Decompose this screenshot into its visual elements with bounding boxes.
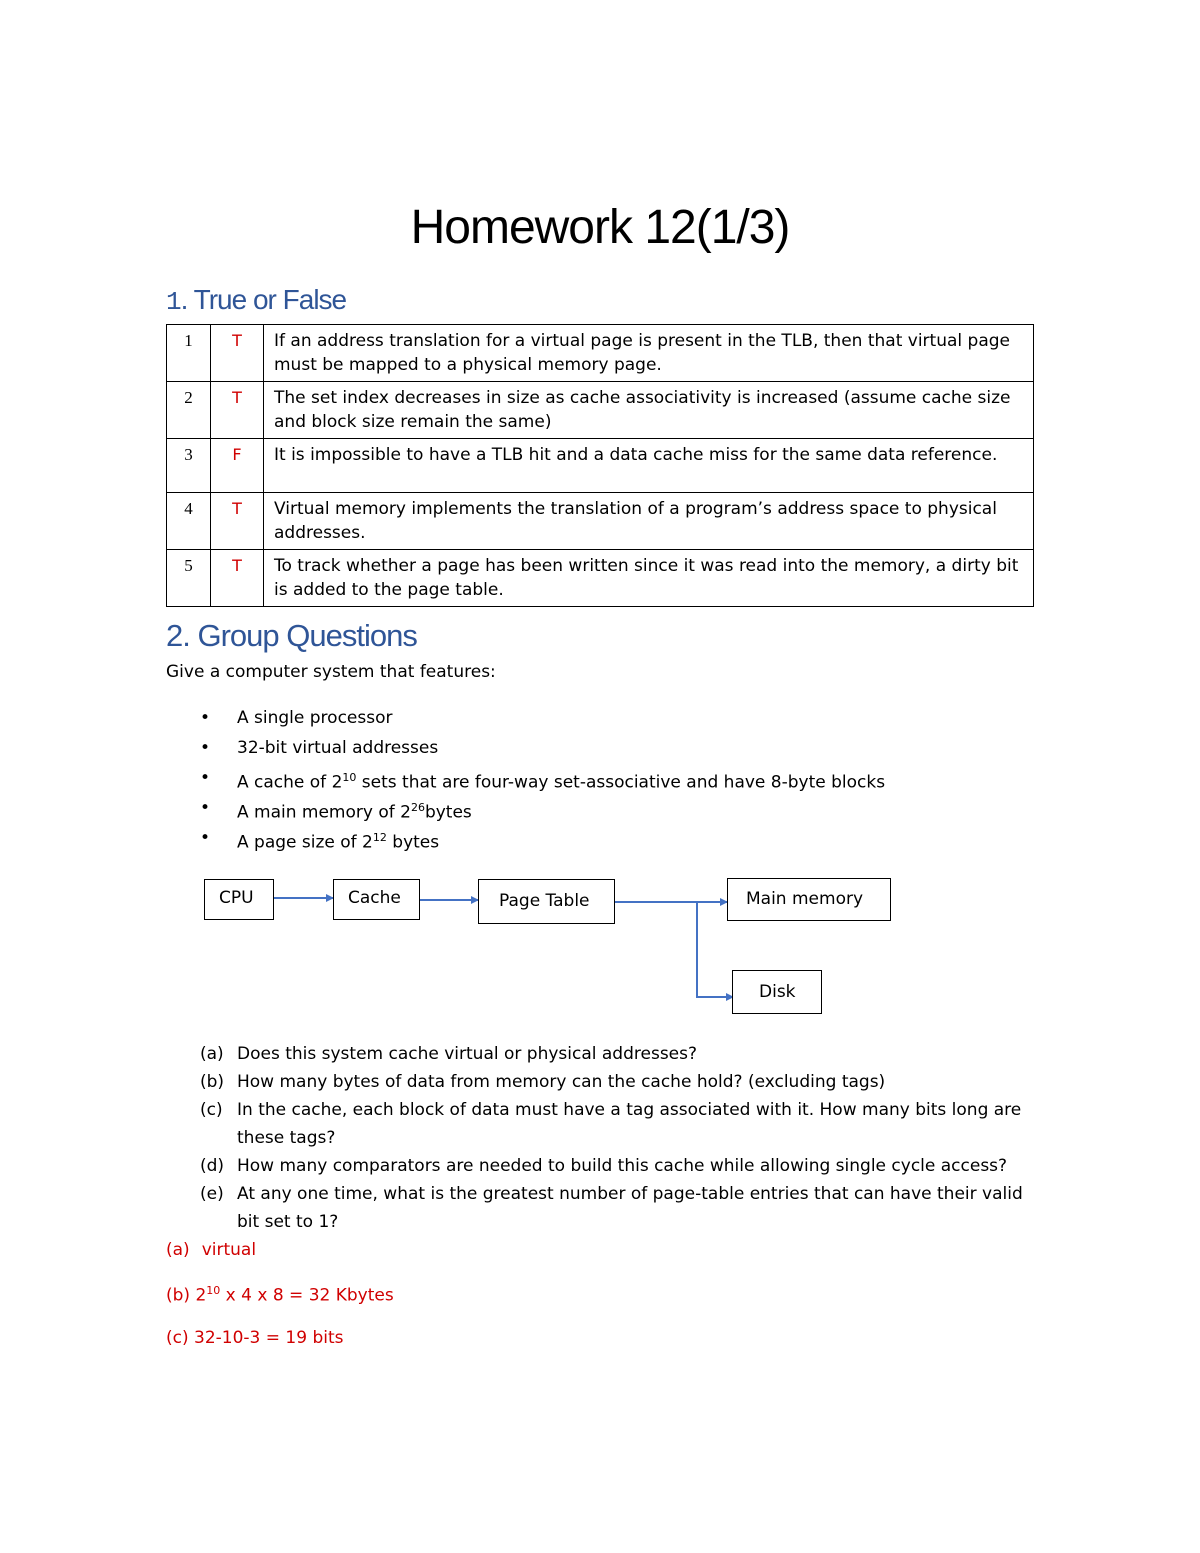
question-label: (d) [200,1156,225,1176]
row-statement: It is impossible to have a TLB hit and a data cache miss for the same data reference. [264,439,1034,493]
answer-a: (a) virtual [166,1240,257,1260]
answer-c: (c) 32-10-3 = 19 bits [166,1328,344,1348]
question-text: At any one time, what is the greatest number of page-table entries that can have their valid bit set to 1? [237,1184,1023,1232]
bullet-icon: • [200,738,211,758]
bullet-icon: • [200,798,211,818]
question-list [166,1040,1046,1236]
row-statement: To track whether a page has been written since it was read into the memory, a dirty bit is added to the page table. [264,550,1034,607]
row-number: 1 [167,325,211,382]
question-text: How many bytes of data from memory can the cache hold? (excluding tags) [237,1072,886,1092]
list-item [166,1152,1046,1180]
question-text: How many comparators are needed to build this cache while allowing single cycle access? [237,1156,1008,1176]
section-heading-text: . True or False [180,284,347,315]
page-title: Homework 12(1/3) [410,201,790,254]
diagram-box-page-table: Page Table [478,879,615,924]
question-text: Does this system cache virtual or physical addresses? [237,1044,698,1064]
list-item: • A single processor [166,705,885,735]
question-label: (c) [200,1100,223,1120]
diagram-box-cache: Cache [333,879,420,920]
diagram-box-cpu: CPU [204,879,274,920]
bullet-icon: • [200,768,211,788]
row-statement: The set index decreases in size as cache associativity is increased (assume cache size and block size remain the same) [264,382,1034,439]
list-item [166,1096,1046,1152]
bullet-icon: • [200,828,211,848]
diagram-box-disk: Disk [732,970,822,1014]
list-item: • A cache of $2^{10}$ sets that are four-way set-associative and have 8-byte blocks [166,765,885,795]
question-label: (b) [200,1072,225,1092]
row-statement: Virtual memory implements the translation of a program’s address space to physical addresses. [264,493,1034,550]
list-item [166,1068,1046,1096]
list-item: • 32-bit virtual addresses [166,735,885,765]
row-number: 3 [167,439,211,493]
row-statement: If an address translation for a virtual page is present in the TLB, then that virtual page must be mapped to a physical memory page. [264,325,1034,382]
list-item: • A main memory of $2^{26}bytes$ [166,795,885,825]
row-number: 5 [167,550,211,607]
row-number: 2 [167,382,211,439]
row-answer: T [211,325,264,382]
answer-b: (b) $2^{10}$ x 4 x 8 = 32 Kbytes [166,1284,394,1306]
list-item: • A page size of $2^{12}$ bytes [166,825,885,855]
intro-text: Give a computer system that features: [166,662,496,682]
diagram-box-main-memory: Main memory [727,878,891,921]
question-text: In the cache, each block of data must have a tag associated with it. How many bits long are these tags? [237,1100,1022,1148]
list-item [166,1180,1046,1236]
bullet-icon: • [200,708,211,728]
row-number: 4 [167,493,211,550]
question-label: (e) [200,1184,224,1204]
row-answer: T [211,550,264,607]
section-number: 1 [166,287,181,317]
section-heading-group-questions: 2. Group Questions [166,618,417,653]
row-answer: T [211,493,264,550]
list-item [166,1040,1046,1068]
row-answer: F [211,439,264,493]
row-answer: T [211,382,264,439]
question-label: (a) [200,1044,224,1064]
